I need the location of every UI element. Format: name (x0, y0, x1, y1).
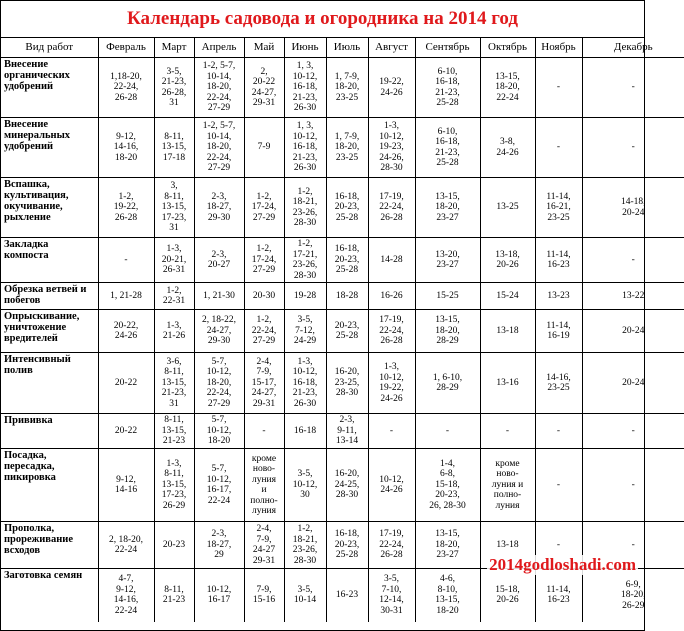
date-range-cell: 20-22 (98, 414, 154, 449)
date-range-cell: 1, 7-9, 18-20, 23-25 (326, 58, 368, 118)
date-range-cell: 16-20, 24-25, 28-30 (326, 449, 368, 522)
table-row (1, 283, 684, 310)
work-type-cell: Интенсивный полив (1, 353, 98, 414)
date-range-cell: 9-12, 14-16, 18-20 (98, 118, 154, 178)
date-range-cell: 5-7, 10-12, 18-20 (194, 414, 244, 449)
date-range-cell: 1-3, 20-21, 26-31 (154, 238, 194, 283)
table-row (1, 118, 684, 178)
work-type-cell: Обрезка ветвей и побегов (1, 283, 98, 310)
table-row (1, 238, 684, 283)
date-range-cell: 10-12, 16-17 (194, 569, 244, 622)
date-range-cell: - (582, 118, 684, 178)
date-range-cell: 8-11, 21-23 (154, 569, 194, 622)
date-range-cell: 2, 20-22 24-27, 29-31 (244, 58, 284, 118)
table-row (1, 353, 684, 414)
date-range-cell: 7-9 (244, 118, 284, 178)
date-range-cell: 11-14, 16-19 (535, 310, 582, 353)
work-type-cell: Вспашка, культивация, окучивание, рыхление (1, 178, 98, 238)
date-range-cell: 11-14, 16-23 (535, 569, 582, 622)
date-range-cell: 14-18, 20-24 (582, 178, 684, 238)
date-range-cell: 1-3, 21-26 (154, 310, 194, 353)
table-row (1, 178, 684, 238)
date-range-cell: 2-4, 7-9, 24-27 29-31 (244, 522, 284, 569)
date-range-cell: 16-18, 20-23, 25-28 (326, 238, 368, 283)
date-range-cell: - (244, 414, 284, 449)
date-range-cell: 17-19, 22-24, 26-28 (368, 178, 415, 238)
date-range-cell: 1-2, 22-31 (154, 283, 194, 310)
date-range-cell: 11-14, 16-21, 23-25 (535, 178, 582, 238)
table-row (1, 414, 684, 449)
date-range-cell: - (98, 238, 154, 283)
date-range-cell: 11-14, 16-23 (535, 238, 582, 283)
date-range-cell: 20-24 (582, 353, 684, 414)
date-range-cell: 15-18, 20-26 (480, 569, 535, 622)
date-range-cell: - (535, 414, 582, 449)
date-range-cell: 1, 21-28 (98, 283, 154, 310)
date-range-cell: 20-22 (98, 353, 154, 414)
column-header-month: Апрель (194, 38, 244, 58)
table-row (1, 569, 684, 622)
date-range-cell: - (535, 58, 582, 118)
table-row (1, 310, 684, 353)
date-range-cell: - (535, 449, 582, 522)
date-range-cell: 1-2, 5-7, 10-14, 18-20, 22-24, 27-29 (194, 58, 244, 118)
date-range-cell: 13-22 (582, 283, 684, 310)
work-type-cell: Посадка, пересадка, пикировка (1, 449, 98, 522)
date-range-cell: 20-22, 24-26 (98, 310, 154, 353)
column-header-month: Июнь (284, 38, 326, 58)
date-range-cell: 6-10, 16-18, 21-23, 25-28 (415, 118, 480, 178)
work-type-cell: Прополка, прореживание всходов (1, 522, 98, 569)
date-range-cell: 15-25 (415, 283, 480, 310)
date-range-cell: 1, 21-30 (194, 283, 244, 310)
date-range-cell: 19-28 (284, 283, 326, 310)
date-range-cell: 2, 18-20, 22-24 (98, 522, 154, 569)
date-range-cell: - (582, 522, 684, 569)
date-range-cell: 16-26 (368, 283, 415, 310)
date-range-cell: 16-18, 20-23, 25-28 (326, 522, 368, 569)
date-range-cell: 4-6, 8-10, 13-15, 18-20 (415, 569, 480, 622)
date-range-cell: 2-4, 7-9, 15-17, 24-27, 29-31 (244, 353, 284, 414)
date-range-cell: 4-7, 9-12, 14-16, 22-24 (98, 569, 154, 622)
date-range-cell: 13-16 (480, 353, 535, 414)
date-range-cell: 3-6, 8-11, 13-15, 21-23, 31 (154, 353, 194, 414)
date-range-cell: 1-4, 6-8, 15-18, 20-23, 26, 28-30 (415, 449, 480, 522)
date-range-cell: 20-23, 25-28 (326, 310, 368, 353)
date-range-cell: 19-22, 24-26 (368, 58, 415, 118)
date-range-cell: 16-20, 23-25, 28-30 (326, 353, 368, 414)
date-range-cell: 7-9, 15-16 (244, 569, 284, 622)
work-type-cell: Опрыскивание, уничтожение вредителей (1, 310, 98, 353)
date-range-cell: 14-16, 23-25 (535, 353, 582, 414)
work-type-cell: Закладка компоста (1, 238, 98, 283)
date-range-cell: 3-8, 24-26 (480, 118, 535, 178)
date-range-cell: 13-15, 18-20, 22-24 (480, 58, 535, 118)
date-range-cell: 2-3, 18-27, 29 (194, 522, 244, 569)
date-range-cell: 2, 18-22, 24-27, 29-30 (194, 310, 244, 353)
date-range-cell: 1-3, 10-12, 16-18, 21-23, 26-30 (284, 353, 326, 414)
date-range-cell: 3-5, 7-12, 24-29 (284, 310, 326, 353)
date-range-cell: 13-20, 23-27 (415, 238, 480, 283)
date-range-cell: 1-3, 10-12, 19-23, 24-26, 28-30 (368, 118, 415, 178)
date-range-cell: 20-30 (244, 283, 284, 310)
date-range-cell: 1, 3, 10-12, 16-18, 21-23, 26-30 (284, 58, 326, 118)
date-range-cell: 3-5, 10-12, 30 (284, 449, 326, 522)
date-range-cell: - (535, 118, 582, 178)
date-range-cell: 3, 8-11, 13-15, 17-23, 31 (154, 178, 194, 238)
date-range-cell: 1-2, 17-24, 27-29 (244, 238, 284, 283)
date-range-cell: - (415, 414, 480, 449)
date-range-cell: 17-19, 22-24, 26-28 (368, 310, 415, 353)
date-range-cell: - (480, 414, 535, 449)
date-range-cell: 9-12, 14-16 (98, 449, 154, 522)
table-row (1, 449, 684, 522)
date-range-cell: 6-10, 16-18, 21-23, 25-28 (415, 58, 480, 118)
column-header-month: Май (244, 38, 284, 58)
date-range-cell: кроме ново- луния и полно- луния (480, 449, 535, 522)
column-header-month: Ноябрь (535, 38, 582, 58)
date-range-cell: 5-7, 10-12, 16-17, 22-24 (194, 449, 244, 522)
page-title: Календарь садовода и огородника на 2014 год (1, 1, 644, 38)
date-range-cell: 8-11, 13-15, 17-18 (154, 118, 194, 178)
date-range-cell: 2-3, 9-11, 13-14 (326, 414, 368, 449)
column-header-month: Март (154, 38, 194, 58)
table-body (1, 58, 684, 622)
date-range-cell: 8-11, 13-15, 21-23 (154, 414, 194, 449)
date-range-cell: 18-28 (326, 283, 368, 310)
date-range-cell: - (582, 58, 684, 118)
date-range-cell: 16-18, 20-23, 25-28 (326, 178, 368, 238)
date-range-cell: 5-7, 10-12, 18-20, 22-24, 27-29 (194, 353, 244, 414)
date-range-cell: 1-2, 19-22, 26-28 (98, 178, 154, 238)
date-range-cell: 13-15, 18-20, 23-27 (415, 178, 480, 238)
date-range-cell: 13-23 (535, 283, 582, 310)
column-header-month: Июль (326, 38, 368, 58)
date-range-cell: 17-19, 22-24, 26-28 (368, 522, 415, 569)
work-type-cell: Внесение органических удобрений (1, 58, 98, 118)
date-range-cell: - (582, 238, 684, 283)
date-range-cell: 1-2, 18-21, 23-26, 28-30 (284, 178, 326, 238)
date-range-cell: 2-3, 18-27, 29-30 (194, 178, 244, 238)
date-range-cell: 1, 6-10, 28-29 (415, 353, 480, 414)
date-range-cell: 3-5, 10-14 (284, 569, 326, 622)
date-range-cell: 1-2, 17-24, 27-29 (244, 178, 284, 238)
calendar-table (1, 38, 684, 622)
date-range-cell: 1,18-20, 22-24, 26-28 (98, 58, 154, 118)
header-row (1, 38, 684, 58)
date-range-cell: 20-24 (582, 310, 684, 353)
date-range-cell: - (368, 414, 415, 449)
date-range-cell: 15-24 (480, 283, 535, 310)
date-range-cell: 1-2, 5-7, 10-14, 18-20, 22-24, 27-29 (194, 118, 244, 178)
date-range-cell: 20-23 (154, 522, 194, 569)
date-range-cell: 3-5, 7-10, 12-14, 30-31 (368, 569, 415, 622)
date-range-cell: 1, 7-9, 18-20, 23-25 (326, 118, 368, 178)
table-row (1, 58, 684, 118)
date-range-cell: 1-2, 17-21, 23-26, 28-30 (284, 238, 326, 283)
column-header-work-type: Вид работ (1, 38, 98, 58)
date-range-cell: 1-2, 22-24, 27-29 (244, 310, 284, 353)
date-range-cell: 13-15, 18-20, 23-27 (415, 522, 480, 569)
column-header-month: Декабрь (582, 38, 684, 58)
column-header-month: Сентябрь (415, 38, 480, 58)
work-type-cell: Заготовка семян (1, 569, 98, 622)
date-range-cell: 6-9, 18-20, 26-29 (582, 569, 684, 622)
date-range-cell: 13-18 (480, 310, 535, 353)
date-range-cell: 10-12, 24-26 (368, 449, 415, 522)
date-range-cell: - (582, 449, 684, 522)
date-range-cell: 13-25 (480, 178, 535, 238)
date-range-cell: 13-18, 20-26 (480, 238, 535, 283)
date-range-cell: 3-5, 21-23, 26-28, 31 (154, 58, 194, 118)
date-range-cell: 1, 3, 10-12, 16-18, 21-23, 26-30 (284, 118, 326, 178)
column-header-month: Февраль (98, 38, 154, 58)
column-header-month: Август (368, 38, 415, 58)
column-header-month: Октябрь (480, 38, 535, 58)
work-type-cell: Внесение минеральных удобрений (1, 118, 98, 178)
date-range-cell: 16-23 (326, 569, 368, 622)
date-range-cell: 13-18 (480, 522, 535, 569)
date-range-cell: 16-18 (284, 414, 326, 449)
date-range-cell: 2-3, 20-27 (194, 238, 244, 283)
date-range-cell: - (535, 522, 582, 569)
date-range-cell: - (582, 414, 684, 449)
site-watermark: 2014godloshadi.com (489, 555, 636, 574)
date-range-cell: 1-3, 8-11, 13-15, 17-23, 26-29 (154, 449, 194, 522)
date-range-cell: 1-2, 18-21, 23-26, 28-30 (284, 522, 326, 569)
date-range-cell: 1-3, 10-12, 19-22, 24-26 (368, 353, 415, 414)
work-type-cell: Прививка (1, 414, 98, 449)
date-range-cell: 13-15, 18-20, 28-29 (415, 310, 480, 353)
date-range-cell: кроме ново- луния и полно- луния (244, 449, 284, 522)
date-range-cell: 14-28 (368, 238, 415, 283)
